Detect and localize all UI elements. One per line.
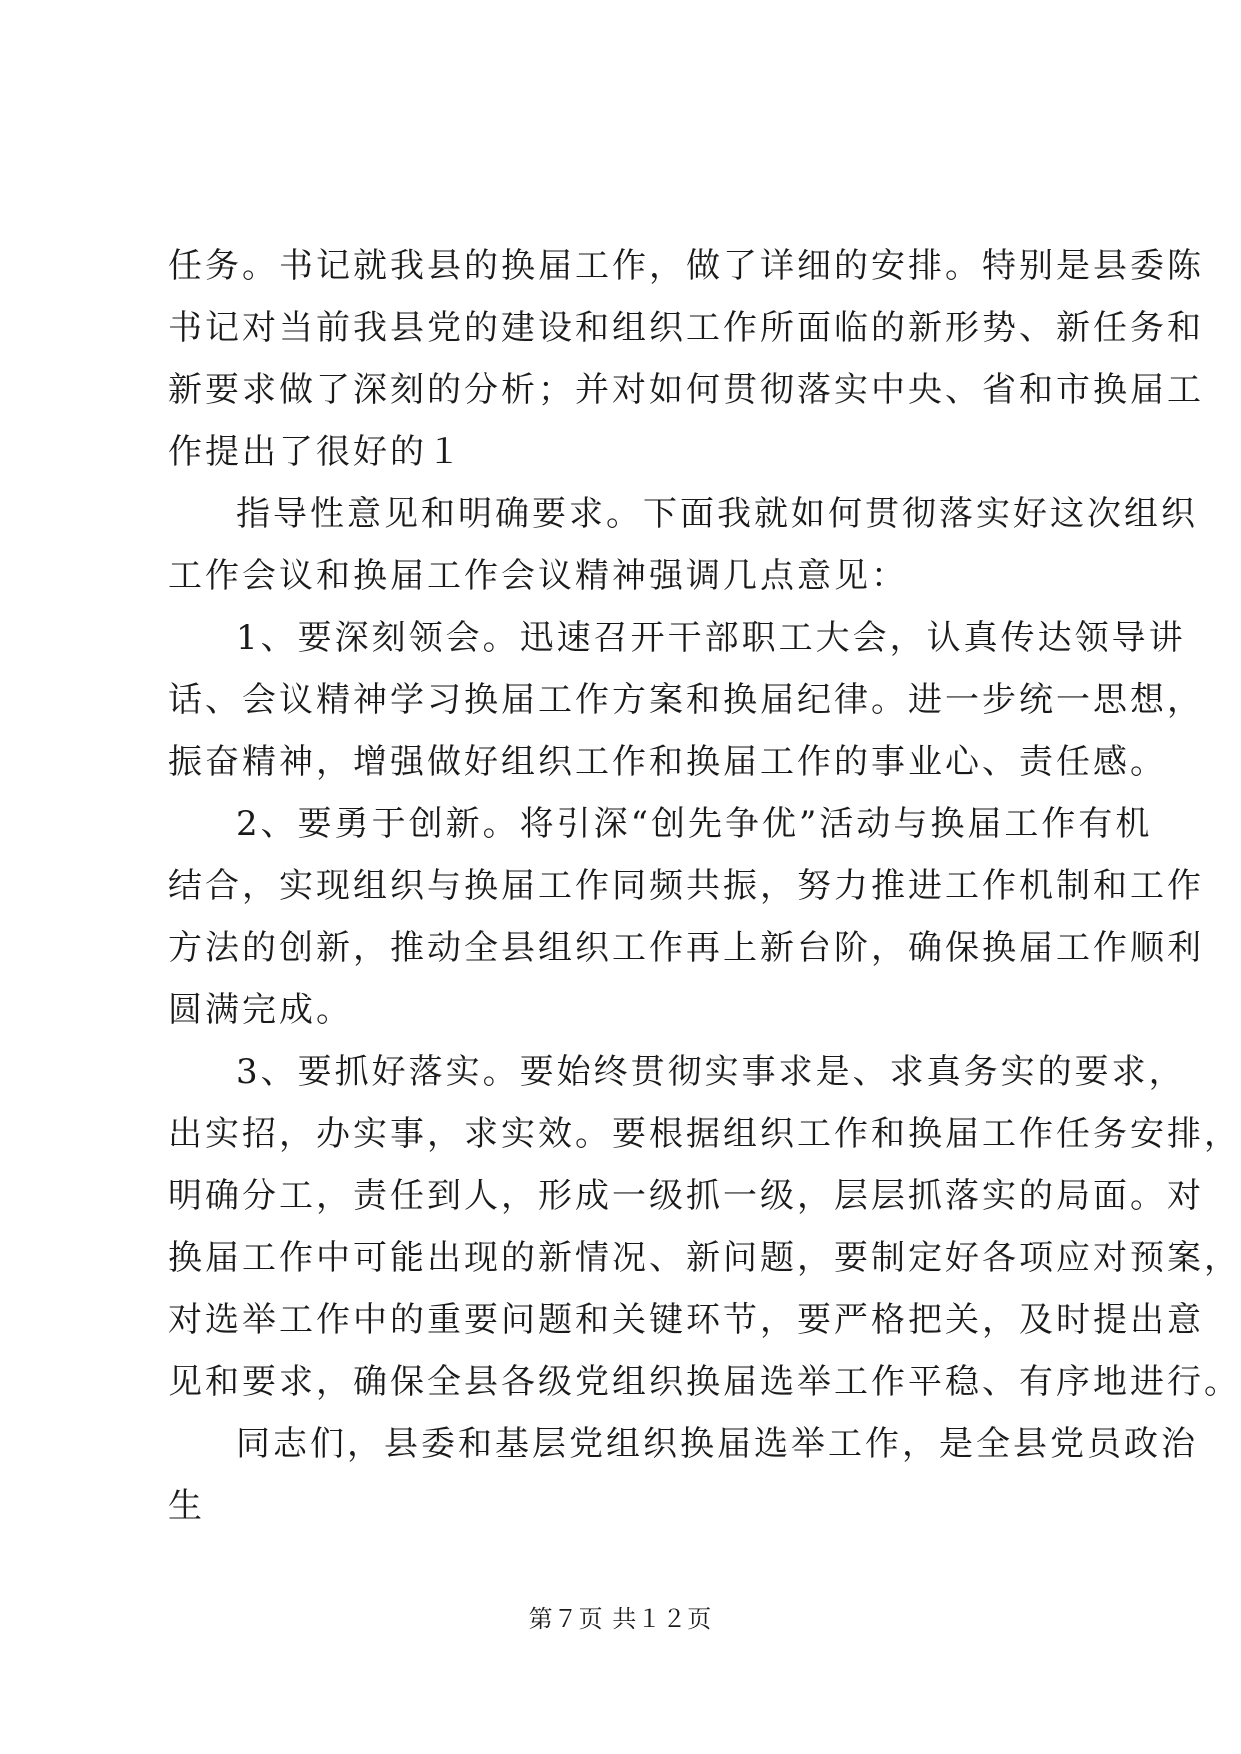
text-line: 圆满完成。 <box>168 990 353 1030</box>
text-line: 任务。书记就我县的换届工作，做了详细的安排。特别是县委陈 <box>168 246 1204 286</box>
text-line: 出实招，办实事，求实效。要根据组织工作和换届工作任务安排， <box>168 1114 1241 1154</box>
text-line: 生 <box>168 1486 205 1526</box>
paragraph-4 <box>168 793 1204 1041</box>
text-line: 结合，实现组织与换届工作同频共振，努力推进工作机制和工作 <box>168 866 1204 906</box>
text-line: 作提出了很好的１ <box>168 432 464 472</box>
text-line: 明确分工，责任到人，形成一级抓一级，层层抓落实的局面。对 <box>168 1176 1204 1216</box>
text-line: 振奋精神，增强做好组织工作和换届工作的事业心、责任感。 <box>168 742 1167 782</box>
text-line: 书记对当前我县党的建设和组织工作所面临的新形势、新任务和 <box>168 308 1204 348</box>
paragraph-2 <box>168 483 1198 607</box>
paragraph-6 <box>168 1413 1198 1537</box>
text-line: 3、要抓好落实。要始终贯彻实事求是、求真务实的要求， <box>236 1052 1186 1092</box>
text-line: 工作会议和换届工作会议精神强调几点意见： <box>168 556 908 596</box>
text-line: 新要求做了深刻的分析；并对如何贯彻落实中央、省和市换届工 <box>168 370 1204 410</box>
document-body <box>168 235 1241 1537</box>
text-line: 方法的创新，推动全县组织工作再上新台阶，确保换届工作顺利 <box>168 928 1204 968</box>
paragraph-3 <box>168 607 1204 793</box>
text-line: 见和要求，确保全县各级党组织换届选举工作平稳、有序地进行。 <box>168 1362 1241 1402</box>
page-number-footer: 第７页 共１２页 <box>528 1605 713 1633</box>
text-line: 对选举工作中的重要问题和关键环节，要严格把关，及时提出意 <box>168 1300 1204 1340</box>
text-line: 1、要深刻领会。迅速召开干部职工大会，认真传达领导讲 <box>236 618 1186 658</box>
text-line: 2、要勇于创新。将引深“创先争优”活动与换届工作有机 <box>236 804 1153 844</box>
text-line: 同志们，县委和基层党组织换届选举工作，是全县党员政治 <box>236 1424 1198 1464</box>
paragraph-1 <box>168 235 1204 483</box>
paragraph-5 <box>168 1041 1241 1413</box>
text-line: 换届工作中可能出现的新情况、新问题，要制定好各项应对预案， <box>168 1238 1241 1278</box>
text-line: 指导性意见和明确要求。下面我就如何贯彻落实好这次组织 <box>236 494 1198 534</box>
text-line: 话、会议精神学习换届工作方案和换届纪律。进一步统一思想， <box>168 680 1204 720</box>
